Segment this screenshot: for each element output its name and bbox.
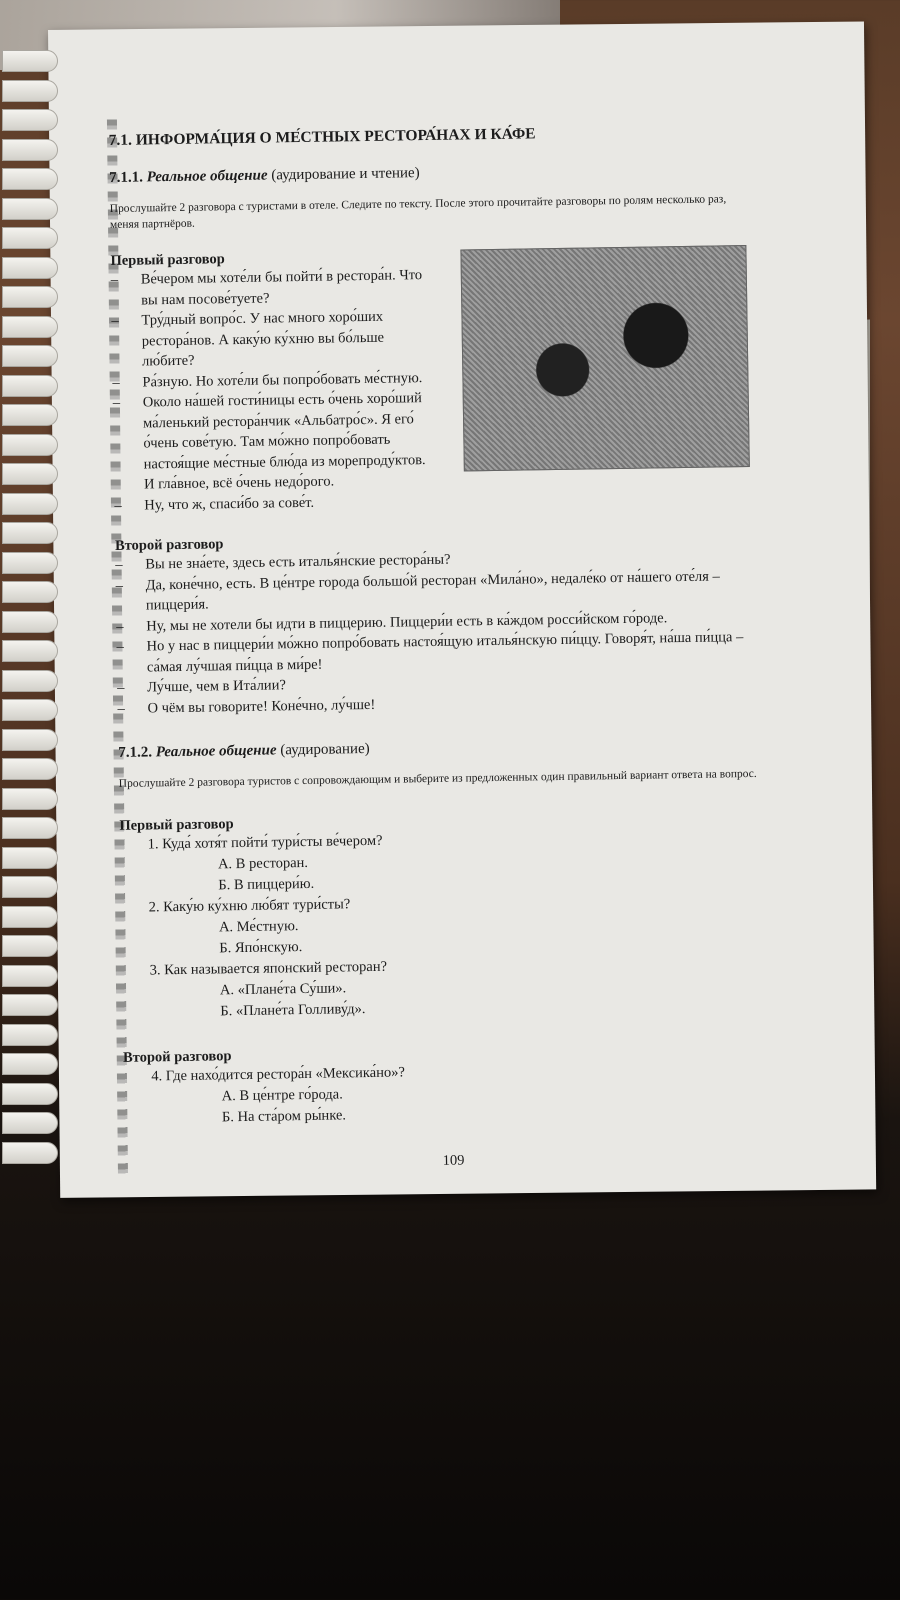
dash-marker: – xyxy=(116,618,124,635)
binding-ring xyxy=(2,227,58,249)
quiz-2-title: Второй разговор xyxy=(122,1048,232,1066)
dash-marker: – xyxy=(114,497,122,514)
binding-ring xyxy=(2,699,58,721)
quiz-answer-option: А. В ресторан. xyxy=(217,854,309,873)
binding-ring xyxy=(2,375,58,397)
binding-ring xyxy=(2,434,58,456)
binding-ring xyxy=(2,906,58,928)
binding-ring xyxy=(2,1024,58,1046)
quiz-question: 1. Куда́ хотя́т пойти́ тури́сты ве́чером? xyxy=(147,832,383,853)
binding-ring xyxy=(2,935,58,957)
dialogue-text: Ну, что ж, спаси́бо за сове́т. xyxy=(144,494,315,513)
quiz-answer-option: А. Ме́стную. xyxy=(218,918,299,936)
dialogue-text: Да, коне́чно, есть. В це́нтре города большо́й ресторан «Мила́но», недале́ко от на́шего оте́ля – пиццери́я. xyxy=(145,567,720,614)
binding-ring xyxy=(2,876,58,898)
quiz-answer-option: Б. «Плане́та Голливу́д». xyxy=(220,1001,366,1020)
binding-ring xyxy=(2,729,58,751)
binding-ring xyxy=(2,345,58,367)
binding-ring xyxy=(2,316,58,338)
binding-ring xyxy=(2,847,58,869)
binding-ring xyxy=(2,198,58,220)
binding-ring xyxy=(2,257,58,279)
binding-ring xyxy=(2,1053,58,1075)
dash-marker: – xyxy=(117,679,125,696)
dialogue-line xyxy=(111,306,432,373)
binding-ring xyxy=(2,552,58,574)
dash-marker: – xyxy=(117,700,125,717)
subsection-1-number: 7.1.1. xyxy=(109,169,144,186)
quiz-question: 3. Как называется японский ресторан? xyxy=(149,958,388,979)
restaurant-photo xyxy=(460,245,749,471)
subsection-1-instruction: Прослушайте 2 разговора с туристами в отеле. Следите по тексту. После этого прочитайте разговоры по ролям несколько раз, меняя партнёров. xyxy=(109,193,727,231)
quiz-2-questions xyxy=(123,1057,764,1130)
dialogue-text: Ра́зную. Но хоте́ли бы попро́бовать ме́стную. xyxy=(142,369,423,390)
page-number: 109 xyxy=(442,1152,465,1169)
dialogue-text: Ну, мы не хотели бы идти в пиццерию. Пиццери́и есть в ка́ждом росси́йском го́роде. xyxy=(146,609,668,634)
dialogue-text: Около на́шей гости́ницы есть о́чень хоро́ший ма́ленький рестора́нчик «Альбатро́с». Я его́ о́чень сове́тую. Там мо́жно попро́бовать настоя́щие ме́стные блю́да из морепроду́ктов. И гла́вное, всё о́чень недо́рого. xyxy=(142,390,426,493)
spiral-binding xyxy=(0,50,60,1200)
quiz-question: 2. Каку́ю ку́хню лю́бят тури́сты? xyxy=(148,896,351,916)
conversation-1-lines xyxy=(111,265,435,516)
dash-marker: – xyxy=(112,394,121,411)
page-content xyxy=(108,90,765,1175)
binding-ring xyxy=(2,670,58,692)
dialogue-line xyxy=(114,490,434,516)
subsection-1-suffix: (аудирование и чтение) xyxy=(271,165,420,184)
binding-ring xyxy=(2,611,58,633)
dash-marker: – xyxy=(110,271,119,288)
quiz-1-title: Первый разговор xyxy=(119,816,234,834)
dialogue-text: Вы не зна́ете, здесь есть италья́нские рестора́ны? xyxy=(145,551,451,573)
binding-ring xyxy=(2,581,58,603)
binding-ring xyxy=(2,994,58,1016)
binding-ring xyxy=(2,640,58,662)
dash-marker: – xyxy=(116,638,124,655)
subsection-2-instruction: Прослушайте 2 разговора туристов с сопровождающим и выберите из предложенных один правильный вариант ответа на вопрос. xyxy=(118,767,757,790)
dash-marker: – xyxy=(111,312,119,329)
section-title: 7.1. ИНФОРМА́ЦИЯ О МЕ́СТНЫХ РЕСТОРА́НАХ И КА́ФЕ xyxy=(108,125,536,149)
binding-ring xyxy=(2,168,58,190)
dialogue-text: Ве́чером мы хоте́ли бы пойти́ в рестора́н. Что вы нам посове́туете? xyxy=(140,267,423,309)
quiz-answer-option: Б. В пиццери́ю. xyxy=(218,875,315,894)
quiz-answer-option: Б. Япо́нскую. xyxy=(219,939,303,957)
subsection-2-number: 7.1.2. xyxy=(118,744,153,761)
binding-ring xyxy=(2,139,58,161)
dash-marker: – xyxy=(112,374,120,391)
dash-marker: – xyxy=(115,556,123,573)
binding-ring xyxy=(2,463,58,485)
binding-ring xyxy=(2,109,58,131)
binding-ring xyxy=(2,493,58,515)
binding-ring xyxy=(2,758,58,780)
dialogue-text: О чём вы говорите! Коне́чно, лу́чше! xyxy=(147,696,376,716)
dialogue-line xyxy=(111,265,432,311)
conversation-2-title: Второй разговор xyxy=(114,536,224,554)
binding-ring xyxy=(2,788,58,810)
subsection-1-heading xyxy=(109,160,749,187)
dialogue-text: Но у нас в пиццери́и мо́жно попро́бовать настоя́щую италья́нскую пи́ццу. Говоря́т, на́ша пи́цца – са́мая лу́чшая пи́цца в ми́ре! xyxy=(146,629,744,675)
dialogue-text: Лу́чше, чем в Ита́лии? xyxy=(147,677,286,696)
subsection-2-title: Реальное общение xyxy=(155,742,277,761)
binding-ring xyxy=(2,965,58,987)
binding-ring xyxy=(2,817,58,839)
dialogue-text: Тру́дный вопро́с. У нас много хоро́ших рестора́нов. А каку́ю ку́хню вы бо́льше лю́бите? xyxy=(141,308,385,370)
binding-ring xyxy=(2,1142,58,1164)
binding-ring xyxy=(2,404,58,426)
quiz-answer-option: А. В це́нтре го́рода. xyxy=(221,1086,343,1105)
subsection-2-heading xyxy=(118,735,758,762)
binding-ring xyxy=(2,50,58,72)
binding-ring xyxy=(2,286,58,308)
binding-ring xyxy=(2,80,58,102)
subsection-2-suffix: (аудирование) xyxy=(280,740,370,759)
binding-ring xyxy=(2,522,58,544)
subsection-1-title: Реальное общение xyxy=(146,167,268,186)
quiz-answer-option: А. «Плане́та Су́ши». xyxy=(219,980,347,999)
conversation-2-lines xyxy=(115,545,757,719)
quiz-question: 4. Где нахо́дится рестора́н «Мексика́но»? xyxy=(151,1064,405,1085)
dialogue-line xyxy=(113,388,435,496)
binding-ring xyxy=(2,1083,58,1105)
dash-marker: – xyxy=(115,577,124,594)
quiz-1-questions xyxy=(120,825,763,1024)
quiz-answer-option: Б. На ста́ром ры́нке. xyxy=(221,1107,347,1126)
conversation-1-title: Первый разговор xyxy=(110,251,225,269)
binding-ring xyxy=(2,1112,58,1134)
